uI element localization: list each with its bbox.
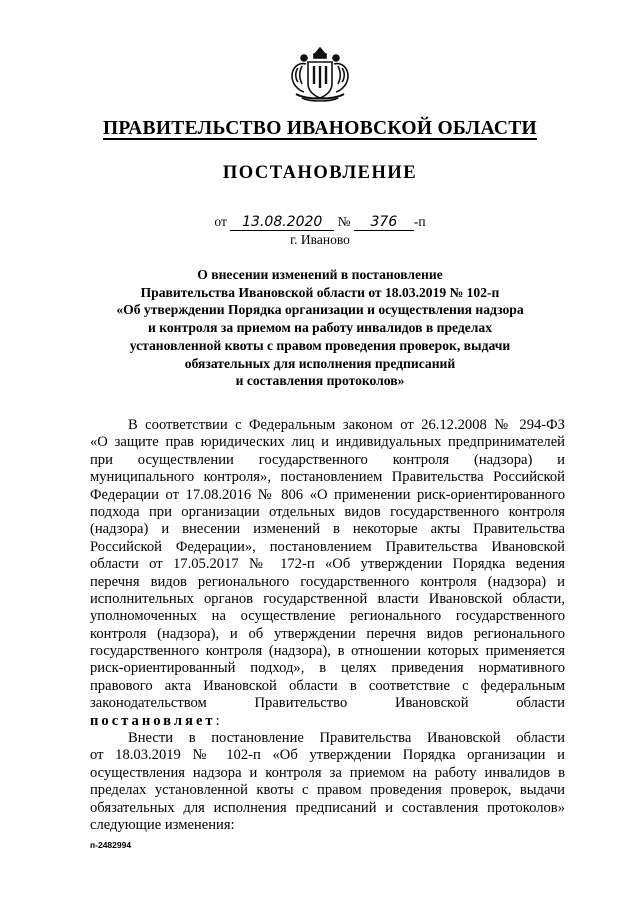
body-line: Российской Федерации», постановлением Правительства Ивановской — [90, 538, 565, 555]
body-line: государственного контроля (надзора), в отношении которых применяется — [90, 643, 565, 660]
body-line: осуществления надзора и контроля за приемом на работу инвалидов в — [90, 764, 565, 781]
date-number-line — [100, 214, 540, 231]
body-line: риск-ориентированный подход», в целях приведения нормативного — [90, 660, 565, 677]
body-line: правового акта Ивановской области в соответствие с федеральным — [90, 677, 565, 694]
number-label: № — [337, 214, 351, 229]
body-line: перечня видов регионального государственного контроля (надзора) и — [90, 573, 565, 590]
subject-heading — [90, 266, 550, 390]
body-line: муниципального контроля», постановлением Правительства Российской — [90, 469, 565, 486]
body-line: Внести в постановление Правительства Ивановской области — [128, 730, 565, 747]
body-line: пределах установленной квоты с правом проведения проверок, выдачи — [90, 782, 565, 799]
body-line: В соответствии с Федеральным законом от 26.12.2008 № 294-ФЗ — [128, 417, 565, 433]
body-line: подхода при организации отдельных видов государственного контроля — [90, 503, 565, 520]
document-type: ПОСТАНОВЛЕНИЕ — [222, 163, 418, 183]
subject-line: Правительства Ивановской области от 18.03.2019 № 102-п — [140, 284, 500, 300]
body-line: при осуществлении государственного контроля (надзора) и — [90, 451, 565, 468]
body-line: контроля (надзора), и об утверждении перечня видов регионального — [90, 625, 565, 642]
from-label: от — [214, 214, 227, 229]
subject-line: обязательных для исполнения предписаний — [184, 355, 456, 371]
subject-line: О внесении изменений в постановление — [197, 267, 443, 282]
body-line: Федерации от 17.08.2016 № 806 «О применении риск-ориентированного — [90, 486, 565, 503]
city: г. Иваново — [290, 232, 350, 247]
body-line: исполнительных органов государственной власти Ивановской области, — [90, 590, 565, 607]
number-suffix: -п — [413, 214, 426, 229]
resolves-word: постановляет — [90, 712, 216, 729]
subject-line: и составления протоколов» — [235, 373, 405, 389]
body-line: обязательных для исполнения предписаний и составления протоколов» — [90, 799, 565, 816]
body-line: «О защите прав юридических лиц и индивидуальных предпринимателей — [90, 434, 565, 451]
government-title: ПРАВИТЕЛЬСТВО ИВАНОВСКОЙ ОБЛАСТИ — [102, 118, 538, 139]
document-number: 376 — [354, 215, 414, 231]
resolves-colon: : — [215, 712, 220, 729]
body-line: области от 17.05.2017 № 172-п «Об утверждении Порядка ведения — [90, 556, 565, 573]
subject-line: «Об утверждении Порядка организации и осуществления надзора — [116, 302, 524, 318]
subject-line: установленной квоты с правом проведения проверок, выдачи — [129, 337, 511, 353]
body-line: следующие изменения: — [90, 816, 235, 833]
document-date: 13.08.2020 — [230, 215, 334, 231]
footer-code: п-2482994 — [90, 840, 132, 850]
body-line: (надзора) и внесении изменений в некоторые акты Правительства — [90, 521, 565, 538]
resolves-line — [90, 713, 565, 730]
subject-line: и контроля за приемом на работу инвалидов в пределах — [148, 320, 492, 336]
document-body — [90, 417, 565, 834]
body-line: уполномоченных на осуществление регионального государственного — [90, 608, 565, 625]
body-line: законодательством Правительство Ивановской области — [90, 695, 565, 712]
coat-of-arms-icon — [284, 44, 356, 106]
body-line: от 18.03.2019 № 102-п «Об утверждении Порядка организации и — [90, 747, 565, 764]
